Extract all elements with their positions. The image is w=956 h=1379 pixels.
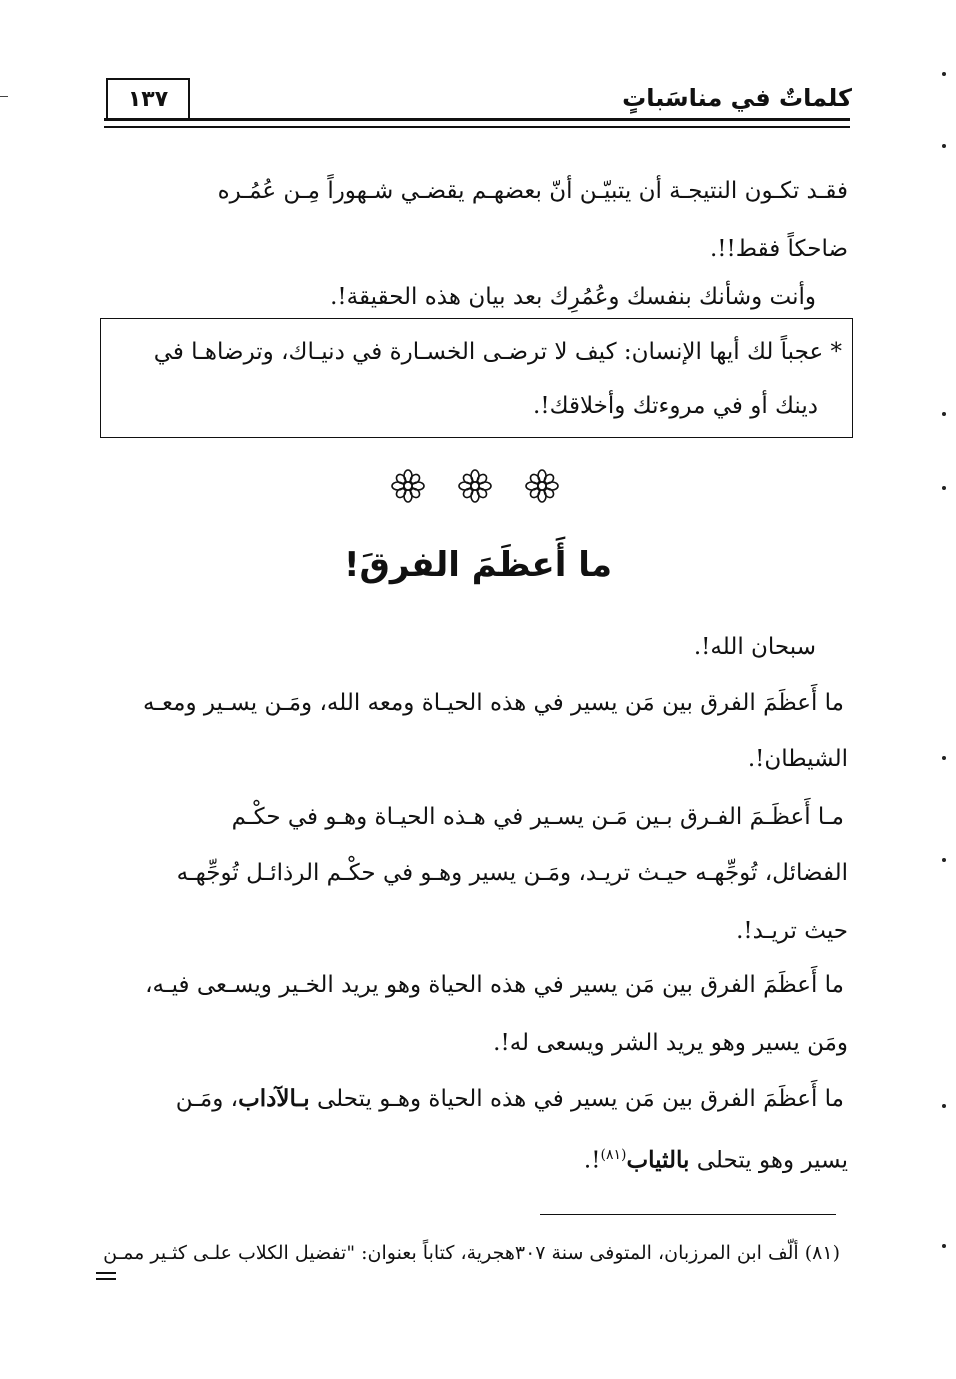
paragraph-5-line-2-text: يسير وهو يتحلى (689, 1147, 848, 1174)
paragraph-2-line-2: الشيطان!. (747, 746, 848, 772)
footnote: (٨١) ألّف ابن المرزبان، المتوفى سنة ٣٠٧هجرية، كتاباً بعنوان: "تفضيل الكلاب علـى كثـير ممـن (103, 1242, 840, 1264)
margin-dot (942, 486, 946, 490)
paragraph-5-text-end: ، ومَـن (175, 1086, 239, 1112)
margin-dot (942, 144, 946, 148)
margin-dot (942, 1104, 946, 1108)
flower-ornament-icon (524, 468, 560, 504)
paragraph-4-line-2: ومَن يسير وهو يريد الشر ويسعى له!. (493, 1030, 848, 1056)
section-title: ما أَعظَمَ الفرقَ! (343, 545, 613, 585)
highlight-line-2: دينك أو في مروءتك وأخلاقك!. (533, 393, 818, 419)
scan-edge-mark (0, 96, 8, 97)
paragraph-5-bold-word-2: بالثياب (626, 1146, 690, 1174)
paragraph-5-text: ما أَعظَمَ الفرق بين مَن يسير في هذه الحياة وهـو يتحلى (309, 1086, 844, 1112)
paragraph-5-line-2-end: !. (583, 1147, 601, 1174)
margin-dot (942, 1244, 946, 1248)
paragraph-5-bold-word: بـالآداب (238, 1085, 310, 1112)
intro-line-3: وأنت وشأنك بنفسك وعُمُرِك بعد بيان هذه الحقيقة!. (330, 284, 816, 310)
intro-line-1: فقـد تكـون النتيجـة أن يتبيّـن أنّ بعضهـم يقضـي شـهوراً مِـن عُمُـره (217, 178, 848, 204)
paragraph-1: سبحان الله!. (693, 634, 816, 660)
paragraph-3-line-2: الفضائل، تُوجِّهـه حيـث تريـد، ومَـن يسير وهـو في حكْـم الرذائـل تُوجِّهـه (176, 860, 848, 886)
margin-dot (942, 858, 946, 862)
margin-dot (942, 756, 946, 760)
paragraph-5-line-2 (108, 1126, 848, 1190)
highlight-box (100, 318, 853, 438)
footnote-reference: (٨١) (600, 1147, 627, 1163)
highlight-text (112, 325, 842, 433)
footnote-separator (540, 1214, 836, 1215)
flower-ornament-icon (457, 468, 493, 504)
paragraph-2-line-1: ما أَعظَمَ الفرق بين مَن يسير في هذه الحيـاة ومعه الله، ومَـن يسـير ومعـه (142, 690, 844, 716)
margin-dot (942, 412, 946, 416)
paragraph-3-line-1: مـا أَعظَـمَ الفـرق بـين مَـن يسـير في هـذه الحيـاة وهـو في حكْـم (231, 804, 844, 830)
continuation-mark (96, 1272, 116, 1280)
paragraph-4-line-1: ما أَعظَمَ الفرق بين مَن يسير في هذه الحياة وهو يريد الخـير ويسـعى فيـه، (145, 972, 844, 998)
highlight-line-1: * عجباً لك أيها الإنسان: كيف لا ترضـى الخسـارة في دنيـاك، وترضاهـا في (153, 339, 842, 365)
paragraph-5-line-1 (104, 1070, 844, 1128)
page-number: ١٣٧ (106, 78, 190, 118)
header-rule (104, 118, 850, 128)
paragraph-3-line-3: حيث تريـد!. (736, 918, 848, 944)
section-divider (390, 466, 560, 506)
intro-line-2: ضاحكاً فقط!!. (709, 236, 848, 262)
running-title: كلماتٌ في مناسَباتٍ (622, 84, 852, 112)
margin-dot (942, 72, 946, 76)
flower-ornament-icon (390, 468, 426, 504)
